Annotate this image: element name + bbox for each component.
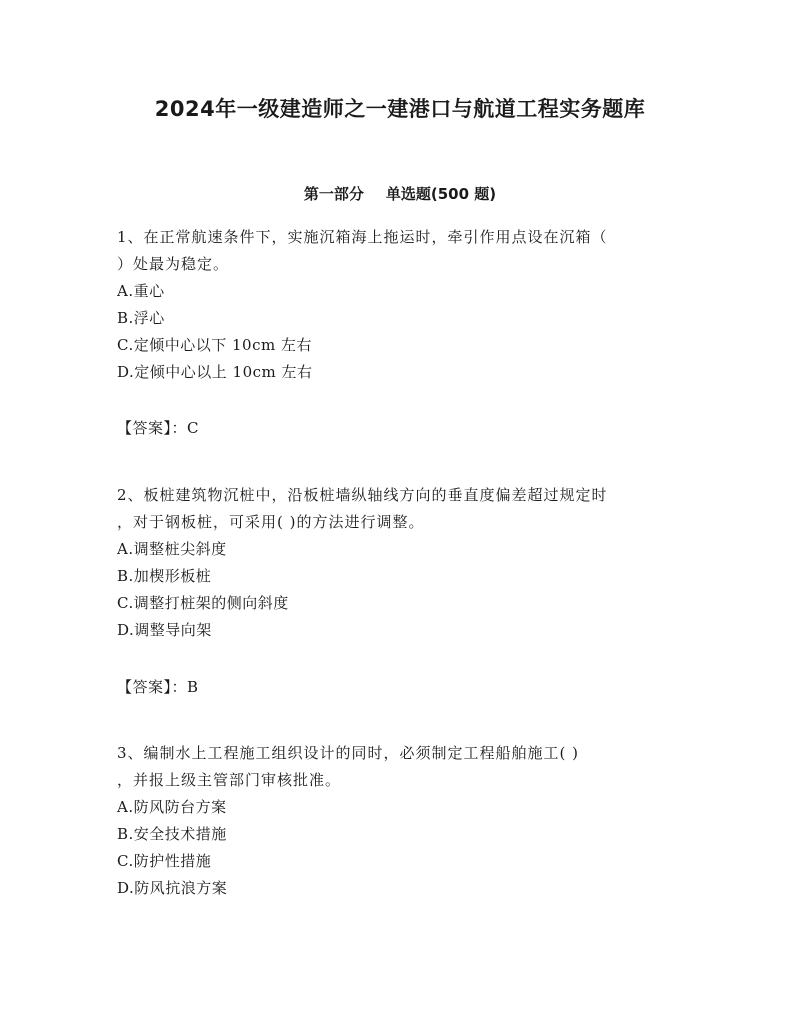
option-a: A.重心 xyxy=(117,282,165,300)
option-c: C.调整打桩架的侧向斜度 xyxy=(117,594,289,612)
question-stem-line: ，并报上级主管部门审核批准。 xyxy=(117,771,342,789)
option-d: D.调整导向架 xyxy=(117,621,212,639)
question-stem-line: 3、编制水上工程施工组织设计的同时，必须制定工程船舶施工( ) xyxy=(117,744,580,762)
question-2 xyxy=(117,482,687,644)
option-c: C.定倾中心以下 10cm 左右 xyxy=(117,336,312,354)
section-part-label: 第一部分 xyxy=(303,185,364,203)
question-stem xyxy=(117,482,687,536)
section-heading xyxy=(0,183,800,204)
document-title: 2024年一级建造师之一建港口与航道工程实务题库 xyxy=(154,97,646,121)
option-b: B.加楔形板桩 xyxy=(117,567,212,585)
option-a: A.调整桩尖斜度 xyxy=(117,540,227,558)
question-stem-line: 2、板桩建筑物沉桩中，沿板桩墙纵轴线方向的垂直度偏差超过规定时 xyxy=(117,486,608,504)
option-d: D.定倾中心以上 10cm 左右 xyxy=(117,363,313,381)
question-stem-line: ）处最为稳定。 xyxy=(117,255,230,273)
section-name-label: 单选题(500 题) xyxy=(385,185,497,203)
answer-1: 【答案】：C xyxy=(117,419,199,437)
question-stem-line: ，对于钢板桩，可采用( )的方法进行调整。 xyxy=(117,513,425,531)
question-stem xyxy=(117,740,687,794)
option-b: B.浮心 xyxy=(117,309,165,327)
question-stem xyxy=(117,224,687,278)
option-b: B.安全技术措施 xyxy=(117,825,227,843)
question-3 xyxy=(117,740,687,902)
option-a: A.防风防台方案 xyxy=(117,798,227,816)
answer-2: 【答案】：B xyxy=(117,678,199,696)
question-1 xyxy=(117,224,687,386)
option-c: C.防护性措施 xyxy=(117,852,212,870)
option-d: D.防风抗浪方案 xyxy=(117,879,228,897)
question-stem-line: 1、在正常航速条件下，实施沉箱海上拖运时，牵引作用点设在沉箱（ xyxy=(117,228,608,246)
